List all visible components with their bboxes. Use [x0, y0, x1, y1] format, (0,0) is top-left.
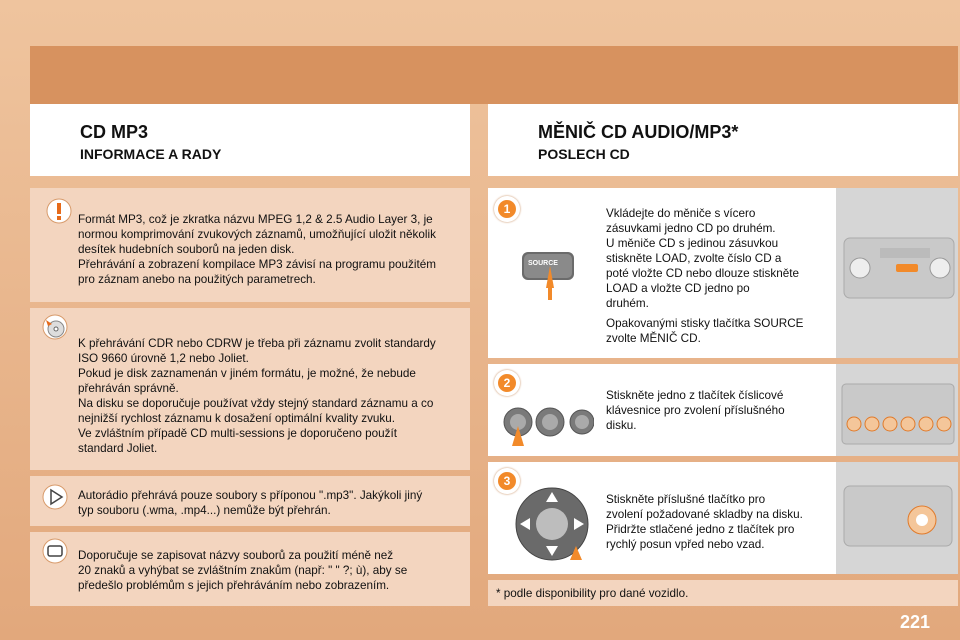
direction-pad-illustration: [512, 484, 592, 564]
left-title: CD MP3: [80, 122, 149, 142]
step-text-2: Opakovanými stisky tlačítka SOURCE zvolte MĚNIČ CD.: [606, 317, 804, 345]
step-text: Vkládejte do měniče s vícero zásuvkami jedno CD po druhém. U měniče CD s jedinou zásuvkou stiskněte LOAD, zvolte číslo CD a poté vložte CD nebo dlouze stiskněte LOAD a vložte CD jedno po druhém.: [606, 207, 799, 310]
step-3-panel: [488, 462, 958, 574]
right-title: MĚNIČ CD AUDIO/MP3*: [538, 122, 739, 142]
right-header: [488, 104, 958, 176]
left-subtitle: INFORMACE A RADY: [80, 146, 222, 162]
top-band: [30, 46, 958, 104]
note-cdr-standards: [30, 308, 470, 470]
footnote: * podle disponibility pro dané vozidlo.: [496, 587, 689, 600]
play-icon: [42, 484, 68, 510]
left-header: [30, 104, 470, 176]
radio-keys-illustration: [836, 364, 958, 456]
step-1-panel: [488, 188, 958, 358]
step-number: 3: [498, 472, 516, 490]
right-subtitle: POSLECH CD: [538, 146, 630, 162]
note-text: Doporučuje se zapisovat názvy souborů za použití méně než 20 znaků a vyhýbat se zvláštním znakům (např: " " ?; ù), aby se předešlo problémům s jejich přehráváním nebo zobrazením.: [78, 549, 408, 592]
screen-icon: [42, 538, 68, 564]
step-number-badge: [494, 196, 520, 222]
page-number: 221: [899, 612, 930, 632]
step-2-panel: [488, 364, 958, 456]
number-keys-illustration: [498, 400, 594, 456]
source-button-label: SOURCE: [528, 260, 558, 267]
step-number: 1: [498, 200, 516, 218]
disc-icon: [42, 314, 68, 340]
note-text: Formát MP3, což je zkratka názvu MPEG 1,2 & 2.5 Audio Layer 3, je normou komprimování zvukových záznamů, umožňující uložit několik desítek hudebních souborů na jeden disk. Přehrávání a zobrazení kompilace MP3 závisí na programu použitém pro záznam anebo na použitých parametrech.: [78, 213, 436, 286]
radio-illustration: [836, 188, 958, 358]
step-text: Stiskněte příslušné tlačítko pro zvolení požadované skladby na disku. Přidržte stlačené jedno z tlačítek pro rychlý posun vpřed nebo vzad.: [606, 493, 803, 551]
note-text: Autorádio přehrává pouze soubory s příponou ".mp3". Jakýkoli jiný typ souboru (.wma, .mp4...) nemůže být přehrán.: [78, 489, 423, 517]
note-text: K přehrávání CDR nebo CDRW je třeba při záznamu zvolit standardy ISO 9660 úrovně 1,2 nebo Joliet. Pokud je disk zaznamenán v jiném formátu, je možné, že nebude přehráván správně. Na disku se doporučuje používat vždy stejný standard záznamu a co nejnižší rychlost záznamu k dosažení optimální kvality zvuku. Ve zvláštním případě CD multi-sessions je doporučeno použít standard Joliet.: [78, 337, 436, 455]
note-file-names: [30, 532, 470, 606]
step-text: Stiskněte jedno z tlačítek číslicové klávesnice pro zvolení příslušného disku.: [606, 389, 785, 432]
note-mp3-format: [30, 188, 470, 302]
note-mp3-extension: [30, 476, 470, 526]
footnote-panel: [488, 580, 958, 606]
source-button-illustration: [518, 244, 582, 304]
step-number-badge: [494, 370, 520, 396]
radio-pad-illustration: [836, 462, 958, 574]
step-number: 2: [498, 374, 516, 392]
warning-icon: [46, 198, 72, 224]
